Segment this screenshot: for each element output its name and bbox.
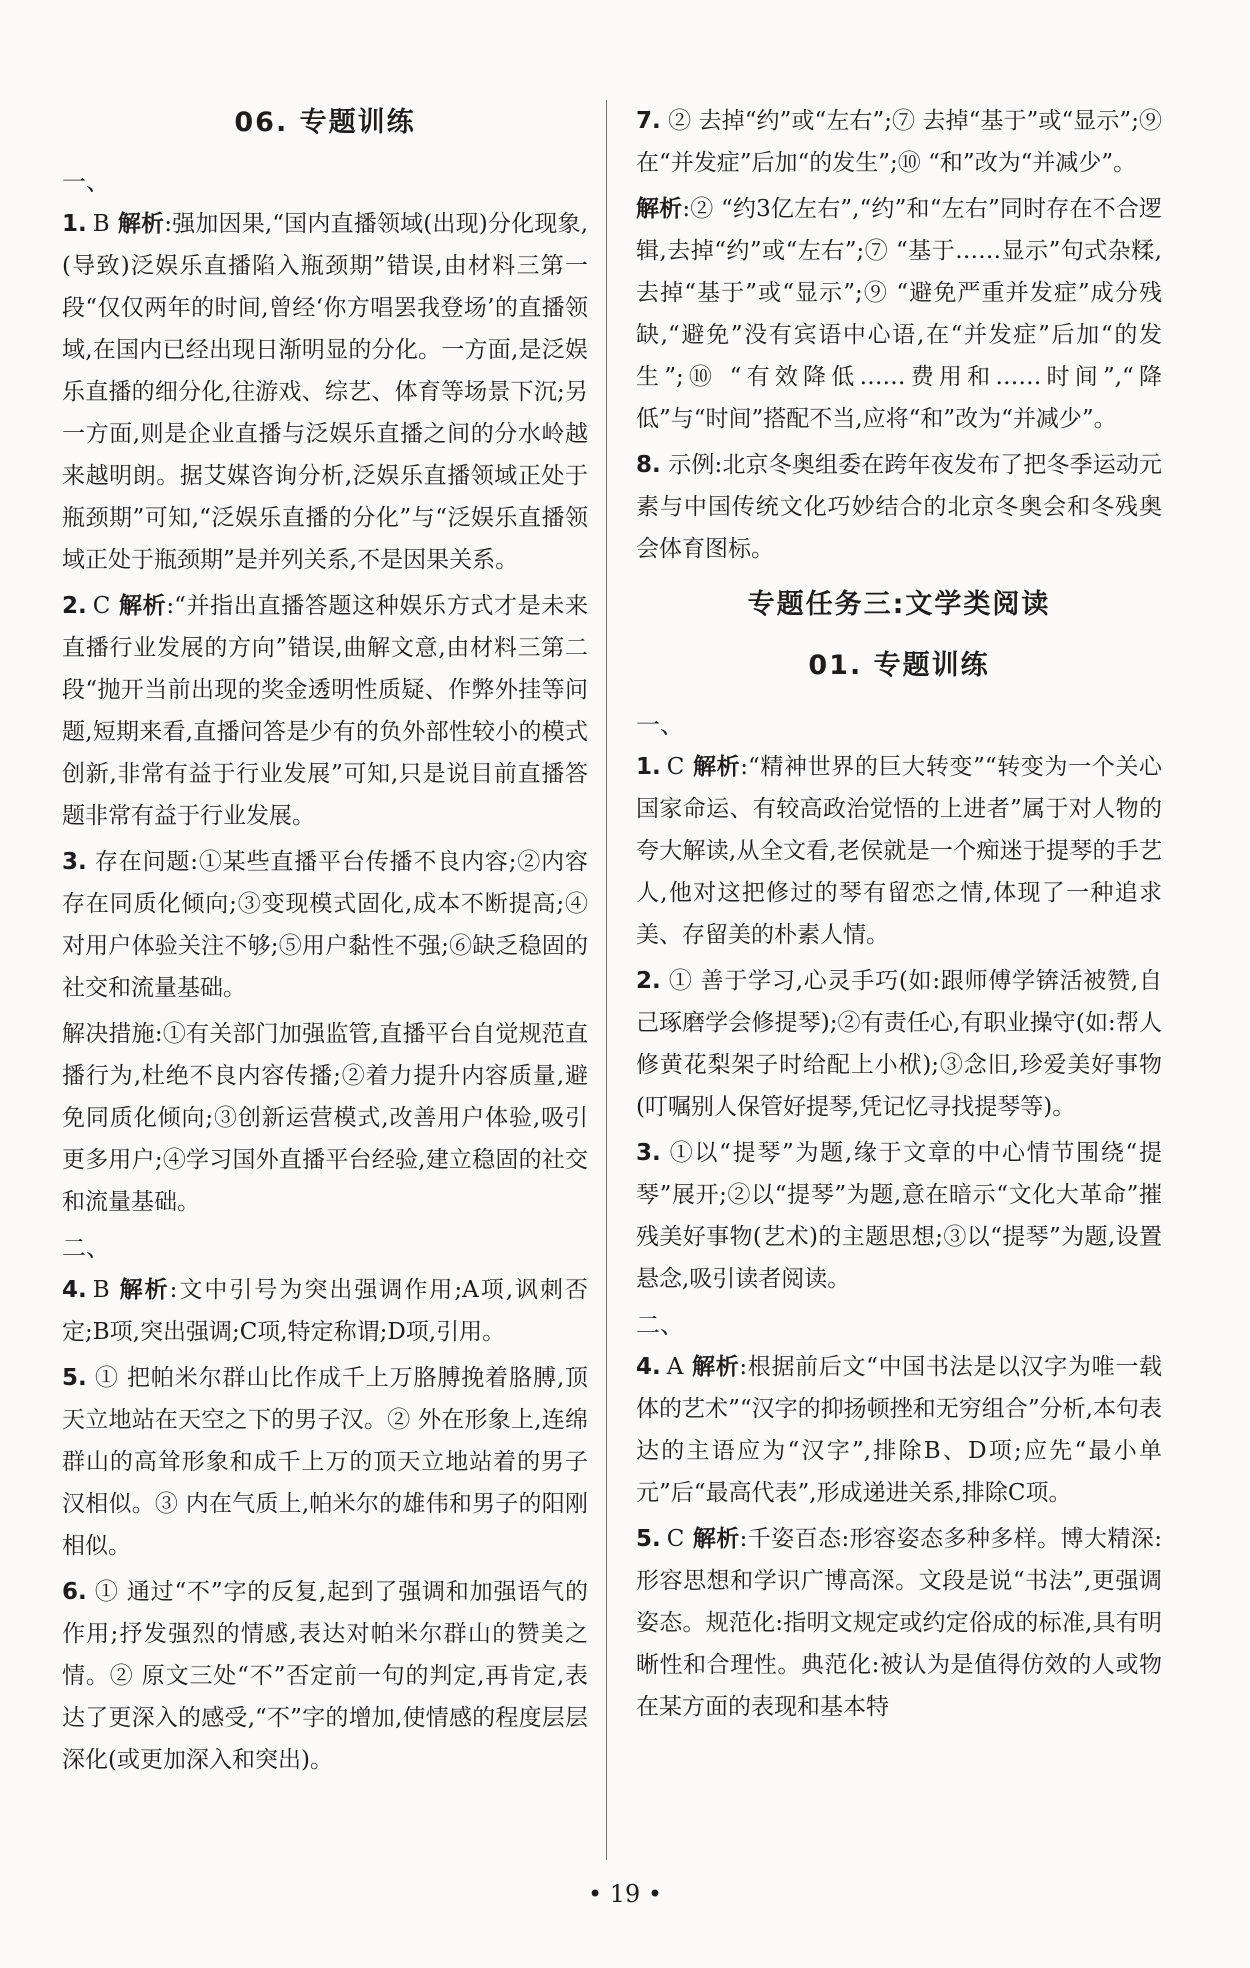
item-answer: B	[92, 211, 110, 237]
item-number: 6.	[62, 1579, 87, 1605]
answer-item-2	[62, 585, 588, 837]
item-text: :根据前后文“中国书法是以汉字为唯一载体的艺术”“汉字的抑扬顿挫和无穷组合”分析,本句表达的主语应为“汉字”,排除B、D项;应先“最小单元”后“最高代表”,形成递进关系,排除C项。	[636, 1354, 1162, 1506]
left-column	[62, 100, 588, 1785]
analysis-label: 解析	[692, 1526, 740, 1552]
analysis-label: 解析	[691, 1354, 740, 1380]
answer-item-r3	[636, 1132, 1162, 1300]
answer-item-8	[636, 444, 1162, 570]
page-number: • 19 •	[587, 1880, 663, 1908]
item-number: 1.	[636, 754, 661, 780]
analysis-label: 解析	[117, 1277, 170, 1303]
part-heading-1: 一、	[636, 711, 684, 739]
item-number: 5.	[636, 1526, 661, 1552]
item-number: 2.	[636, 968, 661, 994]
part-heading-2: 二、	[62, 1234, 110, 1262]
item-number: 7.	[636, 108, 661, 134]
item-number: 4.	[636, 1354, 661, 1380]
analysis-label: 解析	[117, 211, 165, 237]
item-answer: B	[92, 1277, 110, 1303]
item-text: ① 把帕米尔群山比作成千上万胳膊挽着胳膊,顶天立地站在天空之下的男子汉。② 外在形象上,连绵群山的高耸形象和成千上万的顶天立地站着的男子汉相似。③ 内在气质上,帕米尔的雄伟和男子的阳刚相似。	[62, 1365, 589, 1559]
item-text: :“精神世界的巨大转变”“转变为一个关心国家命运、有较高政治觉悟的上进者”属于对人物的夸大解读,从全文看,老侯就是一个痴迷于提琴的手艺人,他对这把修过的琴有留恋之情,体现了一种追求美、存留美的朴素人情。	[636, 754, 1163, 948]
answer-item-3	[62, 841, 588, 1009]
analysis-label: 解析	[118, 593, 167, 619]
item-text: :千姿百态:形容姿态多种多样。博大精深:形容思想和学识广博高深。文段是说“书法”,更强调姿态。规范化:指明文规定或约定俗成的标准,具有明晰性和合理性。典范化:被认为是值得仿效的人或物在某方面的表现和基本特	[636, 1526, 1162, 1720]
item-text: ① 善于学习,心灵手巧(如:跟师傅学锛活被赞,自己琢磨学会修提琴);②有责任心,有职业操守(如:帮人修黄花梨架子时给配上小栿);③念旧,珍爱美好事物(叮嘱别人保管好提琴,凭记忆寻找提琴等)。	[636, 968, 1163, 1120]
item-text: 存在问题:①某些直播平台传播不良内容;②内容存在同质化倾向;③变现模式固化,成本不断提高;④对用户体验关注不够;⑤用户黏性不强;⑥缺乏稳固的社交和流量基础。	[62, 849, 589, 1001]
answer-item-r2	[636, 960, 1162, 1128]
section-title-06: 06. 专题训练	[234, 107, 416, 138]
item-text: ② 去掉“约”或“左右”;⑦ 去掉“基于”或“显示”;⑨ 在“并发症”后加“的发生”;⑩ “和”改为“并减少”。	[636, 108, 1163, 176]
item-number: 8.	[636, 452, 661, 478]
item-number: 3.	[636, 1140, 661, 1166]
item-text: :强加因果,“国内直播领域(出现)分化现象,(导致)泛娱乐直播陷入瓶颈期”错误,由材料三第一段“仅仅两年的时间,曾经‘你方唱罢我登场’的直播领域,在国内已经出现日渐明显的分化。一方面,是泛娱乐直播的细分化,往游戏、综艺、体育等场景下沉;另一方面,则是企业直播与泛娱乐直播之间的分水岭越来越明朗。据艾媒咨询分析,泛娱乐直播领域正处于瓶颈期”可知,“泛娱乐直播的分化”与“泛娱乐直播领域正处于瓶颈期”是并列关系,不是因果关系。	[62, 211, 589, 573]
answer-item-7	[636, 100, 1162, 184]
answer-item-4	[62, 1269, 588, 1353]
answer-item-r5	[636, 1518, 1162, 1728]
part-heading-1: 一、	[62, 168, 110, 196]
section-title-01: 01. 专题训练	[808, 650, 990, 681]
item-number: 2.	[62, 593, 87, 619]
item-number: 4.	[62, 1277, 87, 1303]
answer-item-5	[62, 1357, 588, 1567]
item-answer: C	[666, 754, 685, 780]
item-number: 5.	[62, 1365, 87, 1391]
answer-item-6	[62, 1571, 588, 1781]
answer-item-3-solutions: 解决措施:①有关部门加强监管,直播平台自觉规范直播行为,杜绝不良内容传播;②着力提升内容质量,避免同质化倾向;③创新运营模式,改善用户体验,吸引更多用户;④学习国外直播平台经验,建立稳固的社交和流量基础。	[62, 1021, 588, 1215]
task-title: 专题任务三:文学类阅读	[747, 589, 1051, 620]
item-number: 3.	[62, 849, 87, 875]
column-divider	[606, 100, 607, 1860]
answer-item-7-analysis	[636, 188, 1162, 440]
analysis-label: 解析	[692, 754, 741, 780]
analysis-label: 解析	[636, 196, 683, 222]
item-answer: C	[666, 1526, 685, 1552]
right-column	[636, 100, 1162, 1732]
answer-item-r1	[636, 746, 1162, 956]
item-text: :② “约3亿左右”,“约”和“左右”同时存在不合逻辑,去掉“约”或“左右”;⑦ “基于……显示”句式杂糅,去掉“基于”或“显示”;⑨ “避免严重并发症”成分残缺,“避免”没有宾语中心语,在“并发症”后加“的发生”;⑩ “有效降低……费用和……时间”,“降低”与“时间”搭配不当,应将“和”改为“并减少”。	[636, 196, 1162, 432]
item-number: 1.	[62, 211, 87, 237]
item-answer: C	[92, 593, 111, 619]
answer-item-1	[62, 203, 588, 581]
part-heading-2: 二、	[636, 1311, 684, 1339]
item-text: :“并指出直播答题这种娱乐方式才是未来直播行业发展的方向”错误,曲解文意,由材料三第二段“抛开当前出现的奖金透明性质疑、作弊外挂等问题,短期来看,直播问答是少有的负外部性较小的模式创新,非常有益于行业发展”可知,只是说目前直播答题非常有益于行业发展。	[62, 593, 588, 829]
item-text: ① 通过“不”字的反复,起到了强调和加强语气的作用;抒发强烈的情感,表达对帕米尔群山的赞美之情。② 原文三处“不”否定前一句的判定,再肯定,表达了更深入的感受,“不”字的增加,使情感的程度层层深化(或更加深入和突出)。	[62, 1579, 589, 1773]
item-text: ①以“提琴”为题,缘于文章的中心情节围绕“提琴”展开;②以“提琴”为题,意在暗示“文化大革命”摧残美好事物(艺术)的主题思想;③以“提琴”为题,设置悬念,吸引读者阅读。	[636, 1140, 1162, 1292]
answer-item-r4	[636, 1346, 1162, 1514]
item-text: 示例:北京冬奥组委在跨年夜发布了把冬季运动元素与中国传统文化巧妙结合的北京冬奥会和冬残奥会体育图标。	[636, 452, 1163, 562]
item-answer: A	[666, 1354, 684, 1380]
item-text: :文中引号为突出强调作用;A项,讽刺否定;B项,突出强调;C项,特定称谓;D项,引用。	[62, 1277, 589, 1345]
